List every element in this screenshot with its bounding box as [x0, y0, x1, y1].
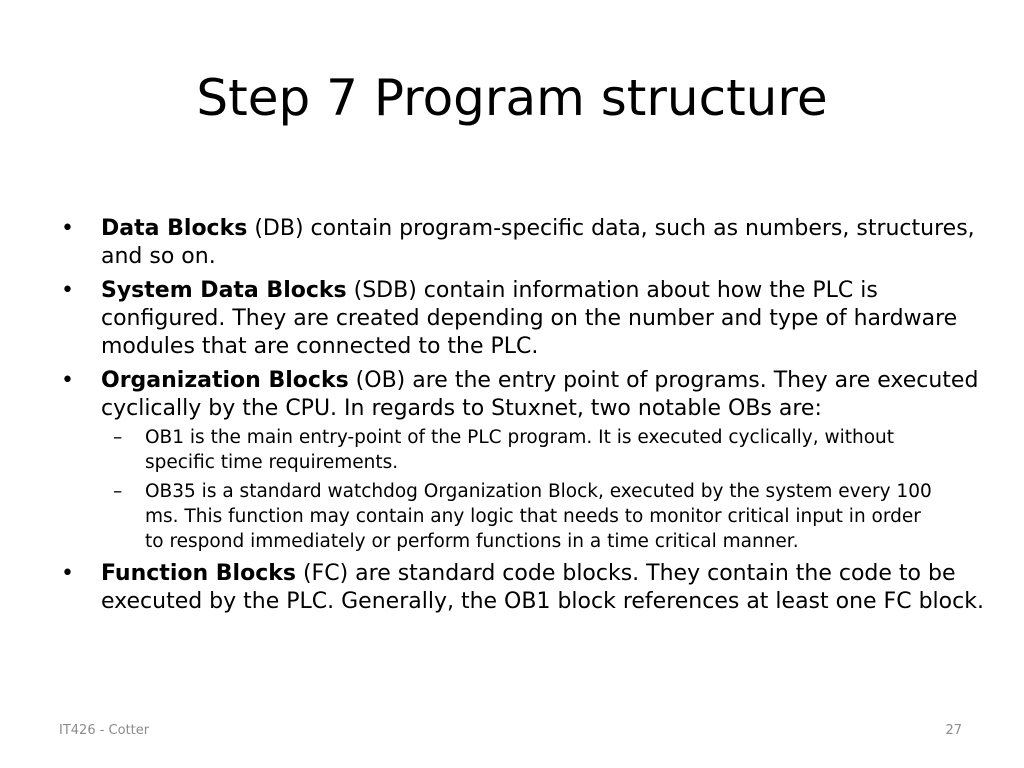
bullet-term: Organization Blocks: [101, 368, 349, 393]
bullet-icon: •: [61, 561, 74, 586]
page-number: 27: [945, 723, 962, 738]
bullet-item-data-blocks: [57, 215, 987, 271]
dash-icon: –: [113, 481, 123, 502]
sub-bullet-text: OB35 is a standard watchdog Organization Block, executed by the system every 100 ms. This function may contain any logic that needs to monitor critical input in order to respond immediately or perform functions in a time critical manner.: [145, 481, 932, 552]
bullet-term: Function Blocks: [101, 561, 296, 586]
bullet-term: Data Blocks: [101, 216, 248, 241]
bullet-item-function-blocks: [57, 560, 987, 616]
sub-bullet-item-ob35: [101, 479, 945, 554]
slide-title: Step 7 Program structure: [196, 69, 828, 127]
bullet-term: System Data Blocks: [101, 278, 347, 303]
bullet-text: (OB) are the entry point of programs. They are executed cyclically by the CPU. In regards to Stuxnet, two notable OBs are:: [101, 368, 979, 421]
bullet-text: (SDB) contain information about how the PLC is configured. They are created depending on the number and type of hardware modules that are connected to the PLC.: [101, 278, 958, 359]
bullet-list: [57, 215, 987, 622]
bullet-icon: •: [61, 368, 74, 393]
bullet-text: (FC) are standard code blocks. They contain the code to be executed by the PLC. Generally, the OB1 block references at least one FC block.: [101, 561, 984, 614]
dash-icon: –: [113, 427, 123, 448]
sub-bullet-list: [101, 425, 987, 554]
sub-bullet-text: OB1 is the main entry-point of the PLC program. It is executed cyclically, without specific time requirements.: [145, 427, 895, 473]
bullet-item-system-data-blocks: [57, 277, 987, 361]
bullet-icon: •: [61, 278, 74, 303]
bullet-icon: •: [61, 216, 74, 241]
bullet-item-organization-blocks: [57, 367, 987, 554]
sub-bullet-item-ob1: [101, 425, 945, 475]
bullet-text: (DB) contain program-specific data, such as numbers, structures, and so on.: [101, 216, 975, 269]
footer-course: IT426 - Cotter: [59, 723, 150, 738]
